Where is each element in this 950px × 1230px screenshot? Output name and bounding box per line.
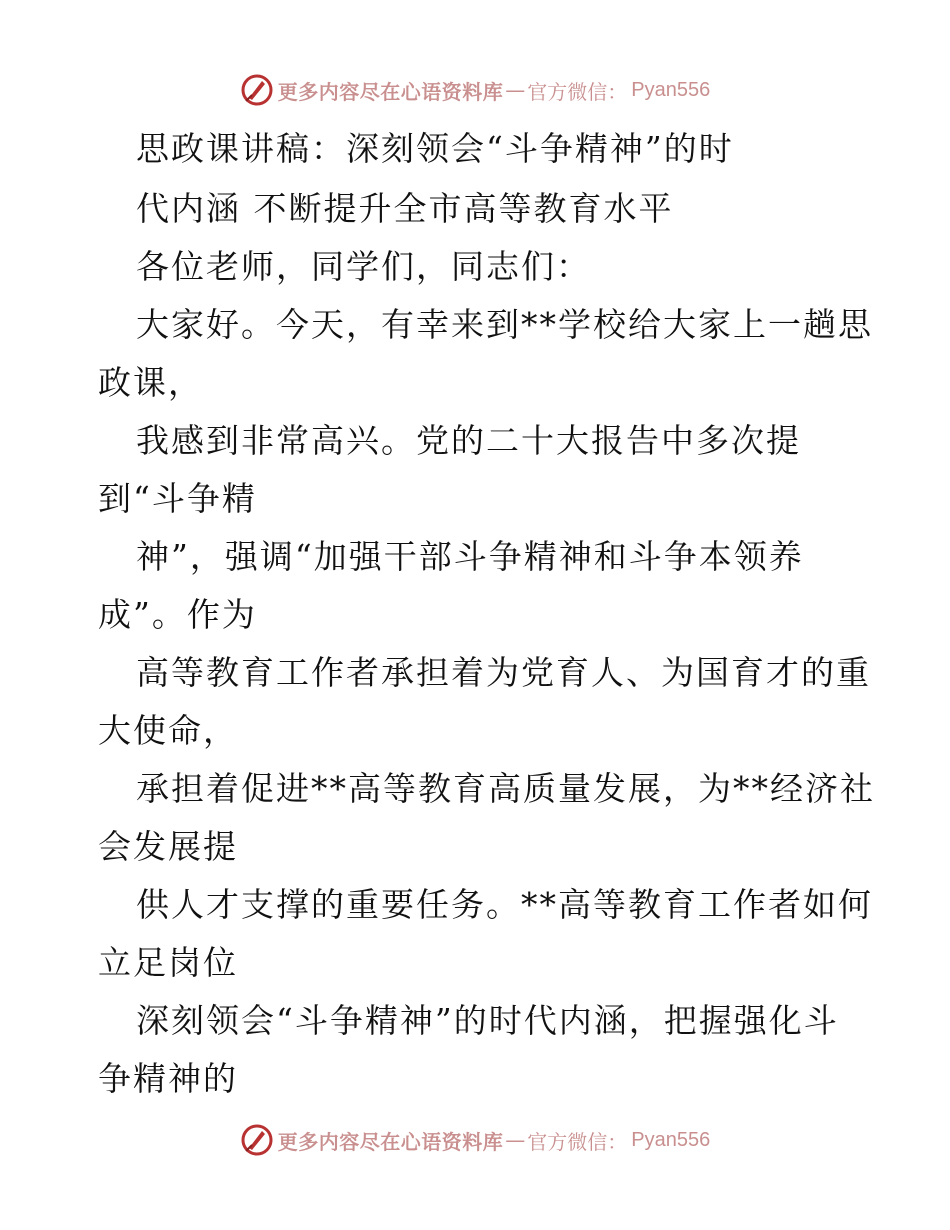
paragraph-line: 供人才支撑的重要任务。**高等教育工作者如何 xyxy=(136,885,873,924)
quill-logo-icon xyxy=(240,73,274,107)
paragraph-line: 深刻领会“斗争精神”的时代内涵，把握强化斗 xyxy=(136,1001,839,1040)
header-banner-wechat-label: 官方微信： xyxy=(527,79,628,104)
header-banner-main-text: 更多内容尽在心语资料库 xyxy=(277,79,504,104)
salutation-line: 各位老师，同学们，同志们： xyxy=(136,247,591,286)
paragraph-line: 政课， xyxy=(98,363,203,402)
paragraph-line: 神”，强调“加强干部斗争精神和斗争本领养 xyxy=(136,537,804,576)
quill-logo-icon xyxy=(240,1123,274,1157)
paragraph-line: 承担着促进**高等教育高质量发展，为**经济社 xyxy=(136,769,875,808)
paragraph-line: 到“斗争精 xyxy=(98,479,257,518)
paragraph-line: 争精神的 xyxy=(98,1059,238,1098)
footer-banner-main-text: 更多内容尽在心语资料库 xyxy=(277,1129,504,1154)
title-line-1: 思政课讲稿：深刻领会“斗争精神”的时 xyxy=(136,129,734,168)
footer-banner-wechat-label: 官方微信： xyxy=(527,1129,628,1154)
header-banner xyxy=(0,70,950,110)
paragraph-line: 立足岗位 xyxy=(98,943,238,982)
header-banner-separator: — xyxy=(505,78,526,102)
paragraph-line: 大家好。今天，有幸来到**学校给大家上一趟思 xyxy=(136,305,873,344)
footer-banner xyxy=(0,1120,950,1160)
paragraph-line: 我感到非常高兴。党的二十大报告中多次提 xyxy=(136,421,801,460)
paragraph-line: 高等教育工作者承担着为党育人、为国育才的重 xyxy=(136,653,871,692)
header-banner-wechat-id: Pyan556 xyxy=(631,78,711,101)
paragraph-line: 大使命， xyxy=(98,711,238,750)
footer-banner-wechat-id: Pyan556 xyxy=(631,1128,711,1151)
footer-banner-separator: — xyxy=(505,1128,526,1152)
title-line-2: 代内涵 不断提升全市高等教育水平 xyxy=(136,189,674,228)
paragraph-line: 会发展提 xyxy=(98,827,238,866)
paragraph-line: 成”。作为 xyxy=(98,595,257,634)
